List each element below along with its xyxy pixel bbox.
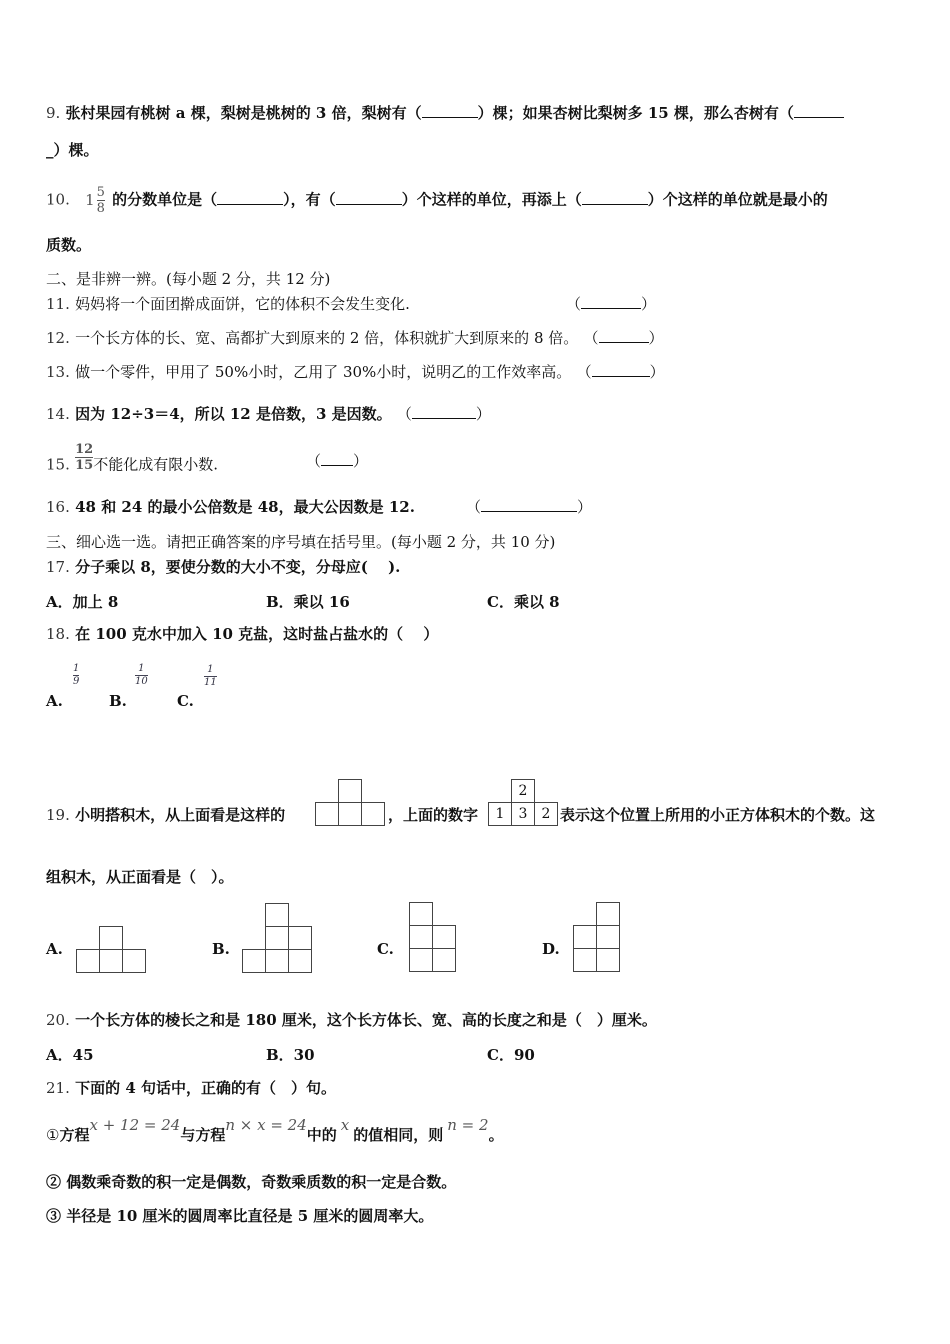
statement-3: ③ 半径是 10 厘米的圆周率比直径是 5 厘米的圆周率大。 — [46, 1207, 434, 1225]
question-15 — [46, 442, 369, 480]
option-c[interactable]: C．乘以 8 — [487, 593, 560, 611]
question-number: 14. — [46, 405, 70, 423]
question-21 — [46, 1078, 336, 1098]
question-number: 21. — [46, 1079, 70, 1097]
mixed-number-whole: 1 — [85, 190, 95, 209]
statement-text: 中的 — [306, 1126, 337, 1144]
question-text: 48 和 24 的最小公倍数是 48，最大公因数是 12. — [75, 498, 415, 516]
mixed-number-fraction: $\frac{5}{8}$ — [96, 185, 105, 216]
option-b[interactable]: B. — [109, 692, 127, 710]
statement-2: ② 偶数乘奇数的积一定是偶数，奇数乘质数的积一定是合数。 — [46, 1173, 457, 1191]
question-text: 分子乘以 8，要使分数的大小不变，分母应( ). — [75, 558, 401, 576]
question-19-text-2: ，上面的数字 — [388, 806, 479, 824]
option-b[interactable]: B．30 — [266, 1046, 315, 1064]
answer-blank[interactable] — [581, 294, 641, 309]
answer-blank[interactable] — [582, 190, 648, 205]
answer-blank[interactable] — [599, 328, 649, 343]
answer-blank[interactable] — [336, 190, 402, 205]
fraction-1-11: 1 11 — [204, 664, 217, 688]
question-text: 做一个零件，甲用了 50%小时，乙用了 30%小时，说明乙的工作效率高。 — [75, 363, 572, 381]
equation-2: n × x = 24 — [225, 1116, 307, 1134]
option-a[interactable]: A. — [46, 692, 63, 710]
fraction-12-15: $\frac{12}{15}$ — [75, 442, 94, 473]
question-text: 一个长方体的棱长之和是 180 厘米，这个长方体长、宽、高的长度之和是（ ）厘米。 — [75, 1011, 657, 1029]
question-text: ）棵；如果杏树比梨树多 15 棵，那么杏树有（ — [477, 104, 794, 122]
option-a[interactable]: A. — [46, 940, 63, 958]
question-text: ）个这样的单位，再添上（ — [401, 190, 582, 209]
question-text: 张村果园有桃树 a 棵，梨树是桃树的 3 倍，梨树有（ — [65, 104, 422, 122]
statement-text: 方程 — [59, 1126, 90, 1144]
answer-blank[interactable] — [592, 362, 650, 377]
question-11 — [46, 294, 657, 314]
question-19 — [46, 805, 285, 825]
question-number: 9. — [46, 104, 61, 122]
question-13 — [46, 362, 665, 382]
option-c[interactable]: C．90 — [487, 1046, 535, 1064]
answer-parens: （ ） — [566, 295, 657, 313]
statement-text: 与方程 — [180, 1126, 226, 1144]
option-a[interactable]: A．45 — [46, 1046, 94, 1064]
question-9-cont — [46, 140, 99, 160]
question-text: 在 100 克水中加入 10 克盐，这时盐占盐水的（ ） — [75, 625, 439, 643]
question-10 — [46, 186, 828, 215]
answer-parens: （ ） — [576, 363, 665, 381]
question-9 — [46, 103, 844, 123]
fraction-1-9: 1 9 — [73, 663, 80, 687]
answer-blank[interactable]: _ — [46, 141, 54, 159]
question-number: 12. — [46, 329, 70, 347]
equation-1: x + 12 = 24 — [89, 1116, 181, 1134]
question-number: 18. — [46, 625, 70, 643]
option-c[interactable]: C. — [177, 692, 194, 710]
answer-blank[interactable] — [321, 451, 353, 466]
question-number: 16. — [46, 498, 70, 516]
question-text: 妈妈将一个面团擀成面饼，它的体积不会发生变化. — [75, 295, 410, 313]
answer-blank[interactable] — [422, 103, 478, 118]
question-number: 10. — [46, 190, 70, 209]
question-20 — [46, 1010, 657, 1030]
question-text: ）个这样的单位就是最小的 — [647, 190, 828, 209]
question-text: 下面的 4 句话中，正确的有（ ）句。 — [75, 1079, 336, 1097]
question-19-cont: 组积木，从正面看是（ ）。 — [46, 868, 234, 886]
question-19-text-3: 表示这个位置上所用的小正方体积木的个数。这 — [560, 806, 876, 824]
answer-blank[interactable] — [217, 190, 283, 205]
option-a[interactable]: A．加上 8 — [46, 593, 119, 611]
question-number: 17. — [46, 558, 70, 576]
question-text: 一个长方体的长、宽、高都扩大到原来的 2 倍，体积就扩大到原来的 8 倍。 — [75, 329, 579, 347]
digit-cell: 2 — [511, 779, 535, 803]
option-b[interactable]: B. — [212, 940, 230, 958]
statement-text: 的值相同，则 — [353, 1126, 444, 1144]
option-d[interactable]: D. — [542, 940, 560, 958]
question-text: ），有（ — [283, 190, 336, 209]
question-10-cont — [46, 235, 91, 255]
question-text: 小明搭积木，从上面看是这样的 — [75, 806, 286, 824]
question-number: 11. — [46, 295, 70, 313]
question-text: 的分数单位是（ — [112, 190, 218, 209]
question-text: 因为 12÷3＝4，所以 12 是倍数，3 是因数。 — [75, 405, 392, 423]
question-text: ）棵。 — [53, 141, 99, 159]
question-number: 19. — [46, 806, 70, 824]
option-c[interactable]: C. — [377, 940, 394, 958]
question-18 — [46, 624, 438, 644]
fraction-1-10: 1 10 — [135, 663, 148, 687]
answer-parens: （ ） — [466, 498, 593, 516]
answer-parens: （ ） — [306, 452, 369, 470]
statement-text: 。 — [488, 1126, 504, 1144]
question-12 — [46, 328, 664, 348]
answer-parens: （ ） — [583, 329, 664, 347]
question-text: 不能化成有限小数. — [93, 455, 218, 474]
question-16 — [46, 497, 593, 517]
question-17 — [46, 557, 400, 577]
digit-cell: 3 — [511, 802, 535, 826]
digit-cell: 2 — [534, 802, 558, 826]
question-number: 20. — [46, 1011, 70, 1029]
question-number: 13. — [46, 363, 70, 381]
equation-3: n = 2 — [447, 1116, 489, 1134]
answer-parens: （ ） — [396, 405, 491, 423]
section-3-title: 三、细心选一选。请把正确答案的序号填在括号里。(每小题 2 分，共 10 分) — [46, 533, 556, 551]
option-b[interactable]: B．乘以 16 — [266, 593, 350, 611]
answer-blank[interactable] — [794, 103, 844, 118]
digit-cell: 1 — [488, 802, 512, 826]
statement-marker: ① — [46, 1126, 60, 1144]
answer-blank[interactable] — [412, 404, 476, 419]
question-number: 15. — [46, 455, 70, 474]
question-text: 质数。 — [46, 236, 92, 254]
question-14 — [46, 404, 491, 424]
statement-1 — [46, 1116, 504, 1145]
section-2-title: 二、是非辨一辨。(每小题 2 分，共 12 分) — [46, 270, 331, 288]
variable-x: x — [340, 1116, 350, 1134]
answer-blank[interactable] — [481, 497, 577, 512]
